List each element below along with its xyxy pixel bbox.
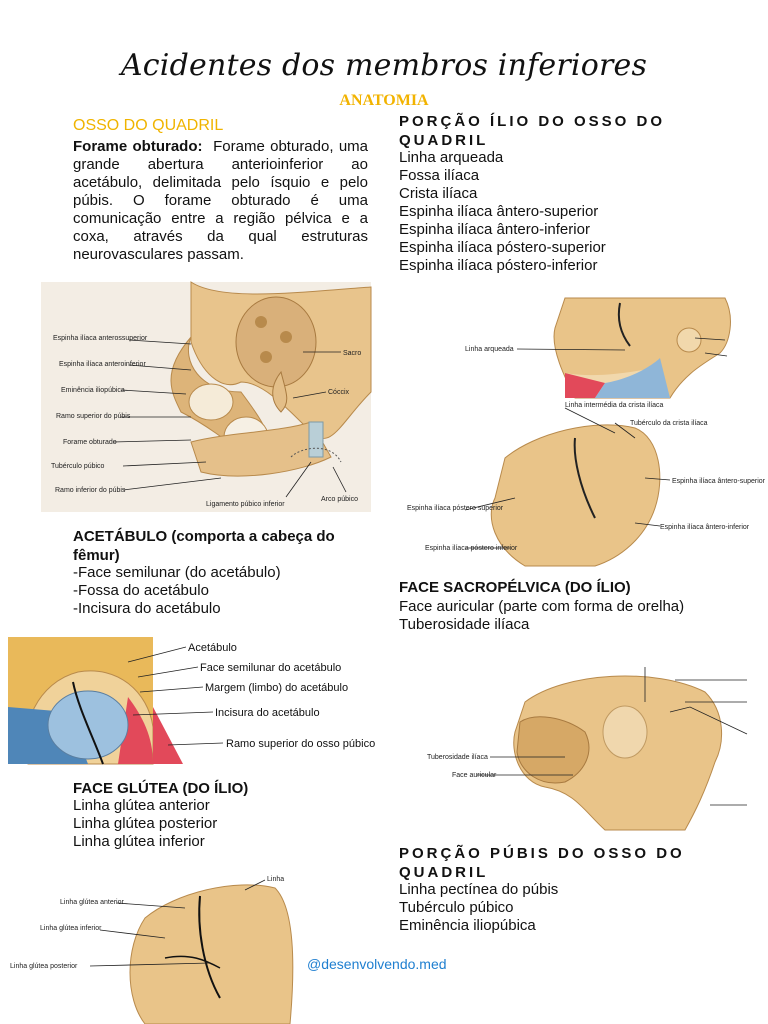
list-item: Espinha ilíaca ântero-inferior (399, 221, 590, 238)
forame-obturado-term: Forame obturado: (73, 138, 203, 155)
ilio-label: Tubérculo da crista ilíaca (630, 420, 708, 427)
list-item: Espinha ilíaca póstero-inferior (399, 257, 598, 274)
pelvis-label: Ramo superior do púbis (56, 413, 131, 420)
list-item: Linha arqueada (399, 149, 504, 166)
acetabulo-label: Face semilunar do acetábulo (200, 662, 342, 674)
face-glutea-illustration (5, 868, 295, 1024)
list-item: Linha pectínea do púbis (399, 881, 559, 898)
pelvis-label: Forame obturado (63, 439, 117, 446)
acetabulo-list (73, 564, 281, 618)
ilio-label: Espinha ilíaca ântero-inferior (660, 524, 750, 531)
acetabulo-illustration (8, 637, 388, 764)
acetabulo-label: Ramo superior do osso púbico (226, 738, 376, 750)
ilio-label: Espinha ilíaca póstero inferior (425, 545, 518, 552)
section-heading-porcao-ilio: PORÇÃO ÍLIO DO OSSO DO QUADRIL (399, 113, 666, 149)
sacropelvica-label: Face auricular (452, 772, 497, 779)
section-heading-face-glutea: FACE GLÚTEA (DO ÍLIO) (73, 780, 249, 797)
acetabulo-label: Acetábulo (188, 642, 237, 654)
ilio-label: Linha arqueada (465, 346, 514, 353)
ilio-label: Espinha ilíaca póstero superior (407, 505, 504, 512)
pelvis-label: Arco púbico (321, 496, 358, 503)
list-item: Face auricular (parte com forma de orelha) (399, 598, 685, 615)
list-item: Linha glútea posterior (73, 815, 218, 832)
ilio-arqueada-illustration (455, 298, 740, 398)
pelvis-label: Ligamento púbico inferior (206, 501, 285, 508)
list-item: -Face semilunar (do acetábulo) (73, 564, 281, 581)
glutea-label: Linha (267, 876, 285, 883)
acetabulo-label: Margem (limbo) do acetábulo (205, 682, 349, 694)
list-item: -Incisura do acetábulo (73, 600, 221, 617)
face-glutea-list (73, 797, 217, 851)
section-heading-face-sacropelvica: FACE SACROPÉLVICA (DO ÍLIO) (399, 579, 631, 596)
list-item: Crista ilíaca (399, 185, 478, 202)
list-item: Tubérculo púbico (399, 899, 514, 916)
pelvis-label: Cóccix (328, 389, 350, 396)
forame-obturado-text: Forame obturado, uma grande abertura anterioinferior ao acetábulo, delimitada pelo ísquio e pelo púbis. O forame obturado é uma comunicação entre a região pélvica e a coxa, através da qual estruturas neurovasculares passam. (73, 138, 368, 263)
glutea-label: Linha glútea anterior (60, 899, 124, 906)
ilio-label: Linha intermédia da crista ilíaca (565, 402, 664, 409)
pelvis-label: Eminência iliopúbica (61, 387, 125, 394)
list-item: Linha glútea anterior (73, 797, 210, 814)
face-sacropelvica-list (399, 598, 695, 634)
section-heading-porcao-pubis: PORÇÃO PÚBIS DO OSSO DO QUADRIL (399, 845, 685, 881)
ilio-espinhas-illustration (405, 398, 765, 566)
forame-obturado-paragraph (73, 138, 368, 264)
pelvis-illustration (41, 282, 371, 512)
sacropelvica-label: Tuberosidade ilíaca (427, 754, 488, 761)
porcao-ilio-list (399, 149, 606, 275)
pelvis-label: Espinha ilíaca anterossuperior (53, 335, 148, 342)
glutea-label: Linha glútea inferior (40, 925, 102, 932)
pelvis-label: Tubérculo púbico (51, 463, 105, 470)
section-heading-osso-quadril: OSSO DO QUADRIL (73, 117, 224, 134)
list-item: Espinha ilíaca ântero-superior (399, 203, 599, 220)
list-item: -Fossa do acetábulo (73, 582, 209, 599)
section-heading-acetabulo: ACETÁBULO (comporta a cabeça do fêmur) (73, 528, 335, 564)
list-item: Eminência iliopúbica (399, 917, 536, 934)
page-title: Acidentes dos membros inferiores (120, 48, 648, 83)
face-sacropelvica-illustration (425, 662, 755, 830)
pelvis-label: Sacro (343, 350, 362, 357)
pelvis-label: Espinha ilíaca anteroinferior (59, 361, 146, 368)
acetabulo-label: Incisura do acetábulo (215, 707, 320, 719)
ilio-label: Espinha ilíaca ântero-superior (672, 478, 765, 485)
list-item: Fossa ilíaca (399, 167, 480, 184)
pelvis-label: Ramo inferior do púbis (55, 487, 126, 494)
porcao-pubis-list (399, 881, 558, 935)
list-item: Tuberosidade ilíaca (399, 616, 530, 633)
credit-handle: @desenvolvendo.med (307, 956, 447, 972)
list-item: Espinha ilíaca póstero-superior (399, 239, 606, 256)
glutea-label: Linha glútea posterior (10, 963, 78, 970)
list-item: Linha glútea inferior (73, 833, 205, 850)
page-subtitle: ANATOMIA (339, 92, 429, 109)
